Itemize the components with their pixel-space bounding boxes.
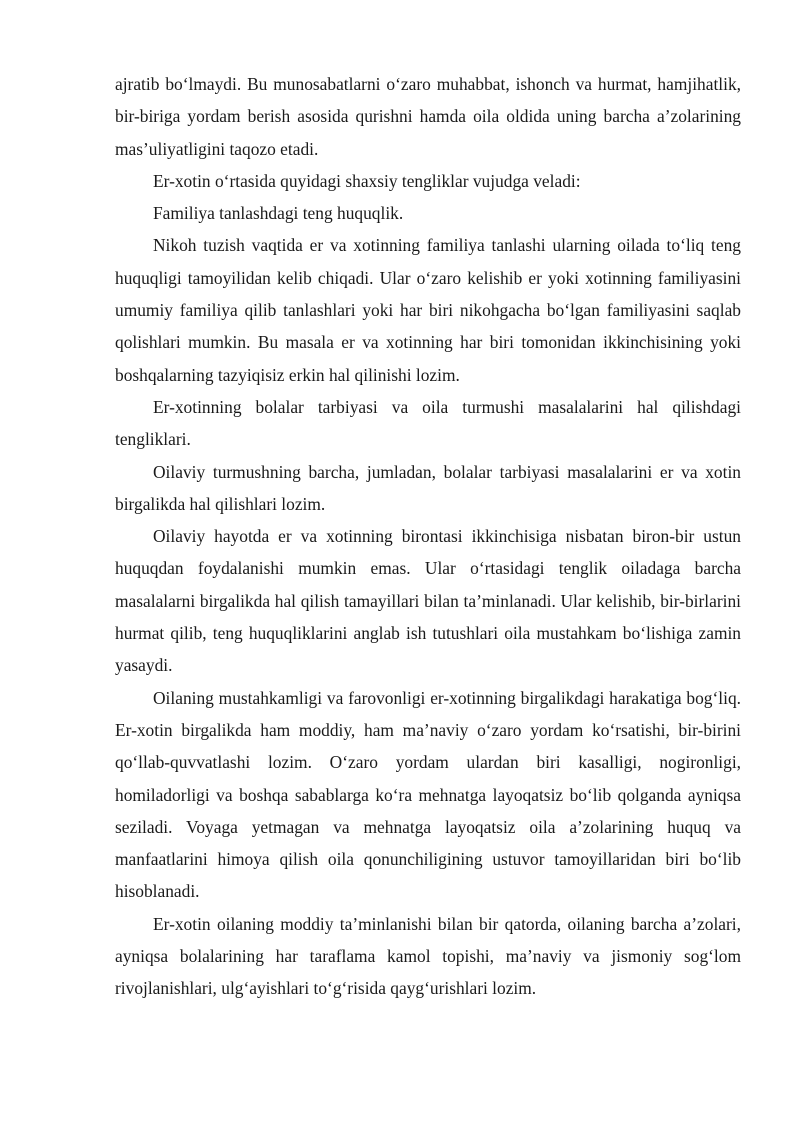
paragraph-family-wellbeing: Er-xotin oilaning moddiy ta’minlanishi bilan bir qatorda, oilaning barcha a’zolari, ayniqsa bolalarining har taraflama kamol topishi, ma’naviy va jismoniy sog‘lom rivojlanishlari, ulg‘ayishlari to‘g‘risida qayg‘urishlari lozim. bbox=[115, 913, 741, 999]
document-page bbox=[115, 68, 741, 1005]
paragraph-family-matters: Oilaviy turmushning barcha, jumladan, bolalar tarbiyasi masalalarini er va xotin birgalikda hal qilishlari lozim. bbox=[115, 461, 741, 514]
paragraph-no-superior-rights: Oilaviy hayotda er va xotinning birontasi ikkinchisiga nisbatan biron-bir ustun huquqdan foydalanishi mumkin emas. Ular o‘rtasidagi tenglik oiladaga barcha masalalarni birgalikda hal qilish tamayillari bilan ta’minlanadi. Ular kelishib, bir-birlarini hurmat qilib, teng huquqliklarini anglab ish tutushlari oila mustahkam bo‘lishiga zamin yasaydi. bbox=[115, 526, 741, 676]
paragraph-continuation: ajratib bo‘lmaydi. Bu munosabatlarni o‘zaro muhabbat, ishonch va hurmat, hamjihatlik, bir-biriga yordam berish asosida qurishni hamda oila oldida uning barcha a’zolarining mas’uliyatligini taqozo etadi. bbox=[115, 74, 741, 159]
paragraph-personal-equalities-intro: Er-xotin o‘rtasida quyidagi shaxsiy tengliklar vujudga veladi: bbox=[153, 170, 581, 191]
paragraph-surname-choice: Nikoh tuzish vaqtida er va xotinning familiya tanlashi ularning oilada to‘liq teng huquqligi tamoyilidan kelib chiqadi. Ular o‘zaro kelishib er yoki xotinning familiyasini umumiy familiya qilib tanlashlari yoki har biri nikohgacha bo‘lgan familiyasini saqlab qolishlari mumkin. Bu masala er va xotinning har biri tomonidan ikkinchisining yoki boshqalarning tazyiqisiz erkin hal qilinishi lozim. bbox=[115, 235, 741, 385]
paragraph-mutual-support: Oilaning mustahkamligi va farovonligi er-xotinning birgalikdagi harakatiga bog‘liq. Er-xotin birgalikda ham moddiy, ham ma’naviy o‘zaro yordam ko‘rsatishi, bir-birini qo‘llab-quvvatlashi lozim. O‘zaro yordam ulardan biri kasalligi, nogironligi, homiladorligi va boshqa sabablarga ko‘ra mehnatga layoqatsiz bo‘lib qolganda ayniqsa seziladi. Voyaga yetmagan va mehnatga layoqatsiz oila a’zolarining huquq va manfaatlarini himoya qilish oila qonunchiligining ustuvor tamoyillaridan biri bo‘lib hisoblanadi. bbox=[115, 687, 741, 902]
paragraph-surname-equality-heading: Familiya tanlashdagi teng huquqlik. bbox=[153, 203, 404, 224]
paragraph-child-upbringing-heading: Er-xotinning bolalar tarbiyasi va oila turmushi masalalarini hal qilishdagi tengliklari. bbox=[115, 396, 741, 450]
